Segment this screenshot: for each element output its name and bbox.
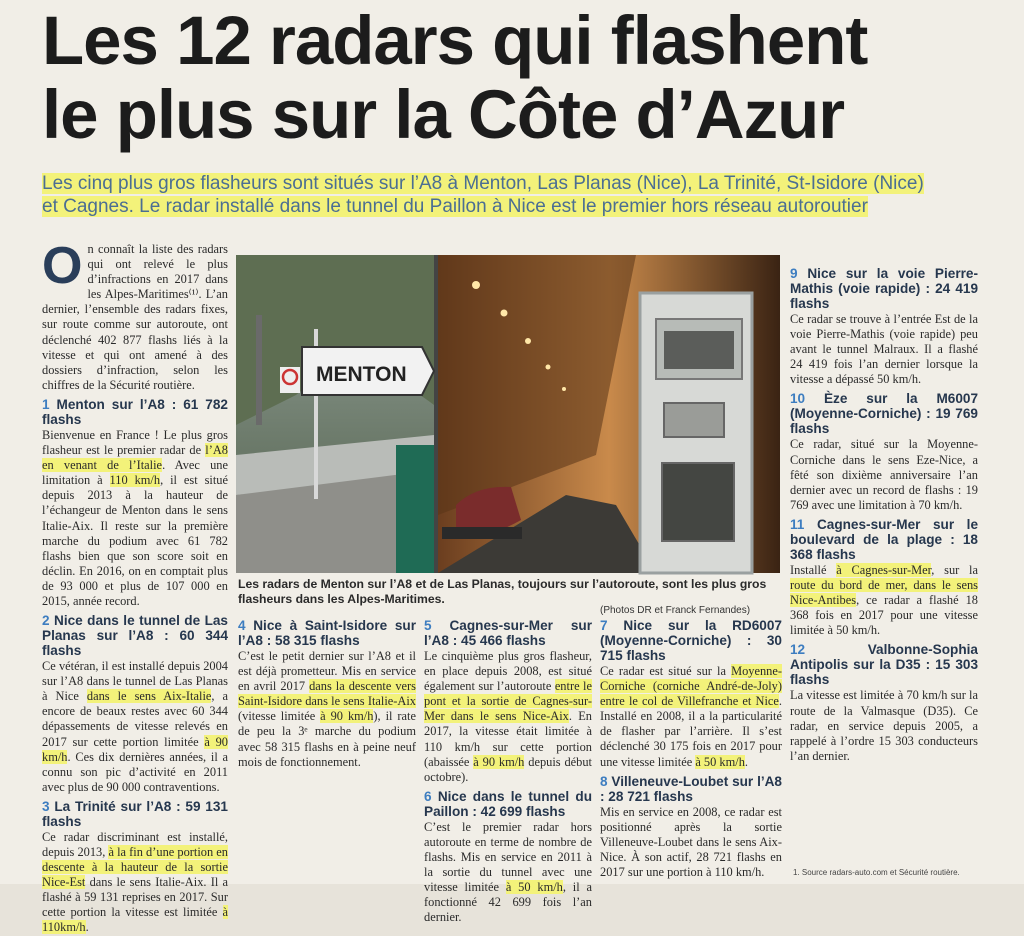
radar-heading: [424, 789, 592, 819]
radar-item: [790, 517, 978, 638]
radar-text: [790, 437, 978, 512]
radar-rank: 4: [238, 618, 246, 633]
radar-text: [42, 428, 228, 609]
radar-heading: [238, 618, 416, 648]
radar-text: Ce radar est situé sur la: [600, 664, 732, 678]
column-1: [42, 237, 228, 936]
radar-text: . Avec une limitation à: [42, 458, 228, 488]
radar-rank: 5: [424, 618, 432, 633]
radar-rank: 9: [790, 266, 798, 281]
radar-text: Ce vétéran, il est installé depuis 2004 sur l’A8 dans le tunnel de Las Planas à Nice: [42, 659, 228, 704]
radar-item: [424, 618, 592, 785]
radar-text: (vitesse limitée: [238, 709, 321, 724]
radar-highlight: à Cagnes-sur-Mer: [836, 562, 932, 577]
radar-title: Èze sur la M6007 (Moyenne-Corniche) : 19 769 flashs: [790, 391, 979, 437]
radar-photos: [236, 255, 780, 573]
radar-text: [790, 563, 978, 638]
radar-text: , il a fonctionné 42 699 fois l’an dernier.: [424, 880, 592, 925]
radar-item: [424, 789, 592, 926]
radar-heading: [790, 517, 978, 562]
radar-text: . Ces dix dernières années, il a connu son pic d’activité en 2011 avec plus de 90 000 contraventions.: [42, 749, 228, 794]
radar-text: depuis début octobre).: [424, 754, 593, 784]
radar-highlight: entre le pont et la sortie de Cagnes-sur-Mer dans le sens Nice-Aix: [424, 679, 592, 724]
radar-text: Bienvenue en France ! Le plus gros flasheur est le premier radar de: [42, 427, 228, 458]
radar-item: [42, 397, 228, 609]
radar-text: Mis en service en 2008, ce radar est positionné après la sortie Villeneuve-Loubet dans le sens Aix-Nice. À son actif, 28 721 flashs en 2017 sur une portion à 110 km/h.: [600, 804, 782, 880]
radar-item: [790, 391, 978, 512]
radar-heading: [790, 266, 978, 311]
radar-heading: [42, 613, 228, 658]
radar-rank: 8: [600, 773, 608, 789]
radar-item: [790, 642, 978, 763]
radar-text: , sur la: [931, 562, 978, 577]
radar-title: Nice dans le tunnel de Las Planas sur l’A8 : 60 344 flashs: [42, 613, 228, 659]
headline: [42, 4, 1002, 152]
radar-highlight: à la fin d’une portion en descente à la hauteur de la sortie Nice-Est: [42, 845, 228, 890]
radar-text: [424, 820, 592, 926]
radar-rank: 1: [42, 396, 50, 412]
radar-title: Cagnes-sur-Mer sur le boulevard de la plage : 18 368 flashs: [790, 516, 979, 562]
radar-rank: 7: [600, 618, 608, 633]
radar-text: .: [85, 920, 89, 935]
radar-item: [600, 774, 782, 880]
photo-credit: (Photos DR et Franck Fernandes): [600, 605, 751, 616]
radar-item: [238, 618, 416, 770]
radar-rank: 11: [790, 516, 805, 532]
radar-highlight: route du bord de mer, dans le sens Nice-Antibes: [790, 578, 978, 608]
radar-highlight: à 90 km/h: [473, 754, 525, 769]
intro-text: n connaît la liste des radars qui ont relevé le plus d’infractions en 2017 dans les Alpes-Maritimes⁽¹⁾. L’an dernier, l’ensemble des radars fixes, sur route comme sur autoroute, ont déclenché 402 877 flashs liés à la vitesse et qui ont amené à des dossiers d’infraction, selon les chiffres de la Sécurité routière.: [42, 242, 228, 392]
headline-line-1: Les 12 radars qui flashent: [42, 2, 868, 79]
radar-item: [42, 799, 228, 936]
radar-title: Cagnes-sur-Mer sur l’A8 : 45 466 flashs: [424, 618, 593, 648]
radar-heading: [790, 642, 978, 687]
headline-line-2: le plus sur la Côte d’Azur: [42, 76, 845, 153]
subheadline-part-1: Les cinq plus gros flasheurs sont situés sur l’A8 à Menton, Las Planas (Nice), La Trinité, St-Isidore (Nice): [42, 173, 924, 194]
radar-highlight: Moyenne-Corniche (corniche André-de-Joly) entre le col de Villefranche et Nice: [600, 664, 782, 709]
radar-text: Ce radar, situé sur la Moyenne-Corniche dans le sens Eze-Nice, a fêté son dixième anniversaire l’an dernier avec un record de flashs : 19 769 avec une limitation à 70 km/h.: [790, 437, 978, 512]
radar-text: Ce radar discriminant est installé, depuis 2013,: [42, 829, 228, 859]
radar-heading: [424, 618, 592, 648]
radar-text: dans le sens Italie-Aix. Il a flashé à 59 131 reprises en 2017. Sur cette portion la vitesse est limitée: [42, 875, 228, 920]
radar-title: Valbonne-Sophia Antipolis sur la D35 : 15 303 flashs: [790, 642, 978, 688]
subheadline: [42, 172, 982, 218]
radar-title: Nice sur la voie Pierre-Mathis (voie rapide) : 24 419 flashs: [790, 266, 978, 311]
column-5: [790, 262, 978, 764]
radar-text: . En 2017, la vitesse était limitée à 110 km/h sur cette portion (abaissée: [424, 709, 592, 769]
radar-rank: 3: [42, 798, 50, 814]
radar-title: Nice à Saint-Isidore sur l’A8 : 58 315 flashs: [238, 618, 416, 648]
radar-title: Villeneuve-Loubet sur l’A8 : 28 721 flashs: [600, 773, 782, 804]
radar-text: [790, 312, 978, 387]
radar-highlight: 110 km/h: [109, 473, 161, 488]
radar-highlight: dans le sens Aix-Italie: [86, 689, 212, 704]
radar-highlight: l’A8 en venant de l’Italie: [42, 443, 228, 473]
radar-text: C’est le premier radar hors autoroute en terme de nombre de flashs. Mis en service en 2011 à la sortie du tunnel avec une vitesse limitée: [424, 819, 592, 895]
photo-strip: [236, 255, 780, 573]
radar-heading: [42, 799, 228, 829]
radar-text: . Installé en 2008, il a la particularité de flasher par l’arrière. Il s’est déclenché 30 175 fois en 2017 pour une vitesse limitée: [600, 694, 782, 769]
column-2: [238, 614, 416, 770]
radar-title: La Trinité sur l’A8 : 59 131 flashs: [42, 798, 228, 829]
radar-rank: 6: [424, 788, 432, 804]
menton-sign-text: MENTON: [316, 363, 407, 386]
radar-item: [42, 613, 228, 795]
radar-heading: [790, 391, 978, 436]
menton-photo: [236, 255, 434, 573]
radar-text: Ce radar se trouve à l’entrée Est de la voie Pierre-Mathis (voie rapide) peu avant le tunnel Malraux. Il a flashé 24 419 fois l’an dernier lorsque la vitesse a dépassé 50 km/h.: [790, 312, 978, 387]
radar-highlight: à 50 km/h: [505, 880, 563, 895]
intro-paragraph: [42, 237, 228, 393]
radar-item: [600, 618, 782, 770]
radar-rank: 2: [42, 613, 50, 629]
footnote: 1. Source radars-auto.com et Sécurité routière.: [793, 868, 960, 877]
radar-highlight: dans la descente vers Saint-Isidore dans le sens Italie-Aix: [238, 679, 416, 709]
radar-text: [238, 649, 416, 770]
photo-caption: Les radars de Menton sur l’A8 et de Las Planas, toujours sur l’autoroute, sont les plus gros flasheurs dans les Alpes-Maritimes.: [238, 577, 767, 606]
radar-title: Menton sur l’A8 : 61 782 flashs: [42, 396, 228, 427]
radar-highlight: à 50 km/h: [695, 754, 745, 769]
radar-rank: 12: [790, 642, 806, 658]
radar-title: Nice sur la RD6007 (Moyenne-Corniche) : 30 715 flashs: [600, 618, 782, 663]
radar-title: Nice dans le tunnel du Paillon : 42 699 flashs: [424, 788, 592, 819]
dropcap: O: [42, 237, 83, 295]
radar-text: Installé: [790, 562, 837, 577]
radar-heading: [600, 774, 782, 804]
radar-heading: [600, 618, 782, 663]
radar-text: , a encore de beaux restes avec 60 344 dépassements de vitesse relevés en 2017 sur cette portion limitée: [42, 689, 228, 749]
radar-highlight: à 90 km/h: [42, 734, 228, 764]
radar-item: [790, 266, 978, 387]
radar-text: .: [744, 754, 748, 769]
column-3: [424, 614, 592, 926]
radar-text: C’est le petit dernier sur l’A8 et il est déjà prometteur. Mis en service en avril 2017: [238, 649, 416, 694]
radar-text: [424, 649, 592, 785]
radar-highlight: à 90 km/h: [320, 709, 374, 724]
radar-text: [42, 830, 228, 936]
radar-text: , ce radar a flashé 18 368 fois en 2017 pour une vitesse limitée à 50 km/h.: [790, 593, 978, 638]
radar-text: [42, 659, 228, 795]
radar-rank: 10: [790, 391, 806, 407]
radar-text: [600, 664, 782, 770]
radar-text: Le cinquième plus gros flasheur, en place depuis 2008, est situé également sur l’autoroute: [424, 649, 592, 694]
radar-heading: [42, 397, 228, 427]
radar-text: [790, 688, 978, 763]
column-4: [600, 614, 782, 880]
radar-text: La vitesse est limitée à 70 km/h sur la route de la Valmasque (D35). Ce radar, en service depuis 2005, a rappelé à l’ordre 15 303 conducteurs l’an dernier.: [790, 688, 978, 763]
radar-text: , il est situé depuis 2013 à la hauteur de l’échangeur de Menton dans le sens Italie-Aix. Il reste sur la première marche du podium avec 61 782 flashs bien que son score soit en déclin. En 2016, on en comptait plus de 93 000 et plus de 107 000 en 2015, année record.: [42, 473, 228, 608]
subheadline-part-2: et Cagnes. Le radar installé dans le tunnel du Paillon à Nice est le premier hors réseau autoroutier: [42, 196, 868, 217]
radar-highlight: à 110km/h: [42, 905, 228, 935]
radar-text: ), il rate de peu la 3ᵉ marche du podium avec 58 315 flashs en à peine neuf mois de fonctionnement.: [238, 709, 416, 769]
radar-text: [600, 805, 782, 880]
tunnel-photo: [438, 255, 780, 573]
